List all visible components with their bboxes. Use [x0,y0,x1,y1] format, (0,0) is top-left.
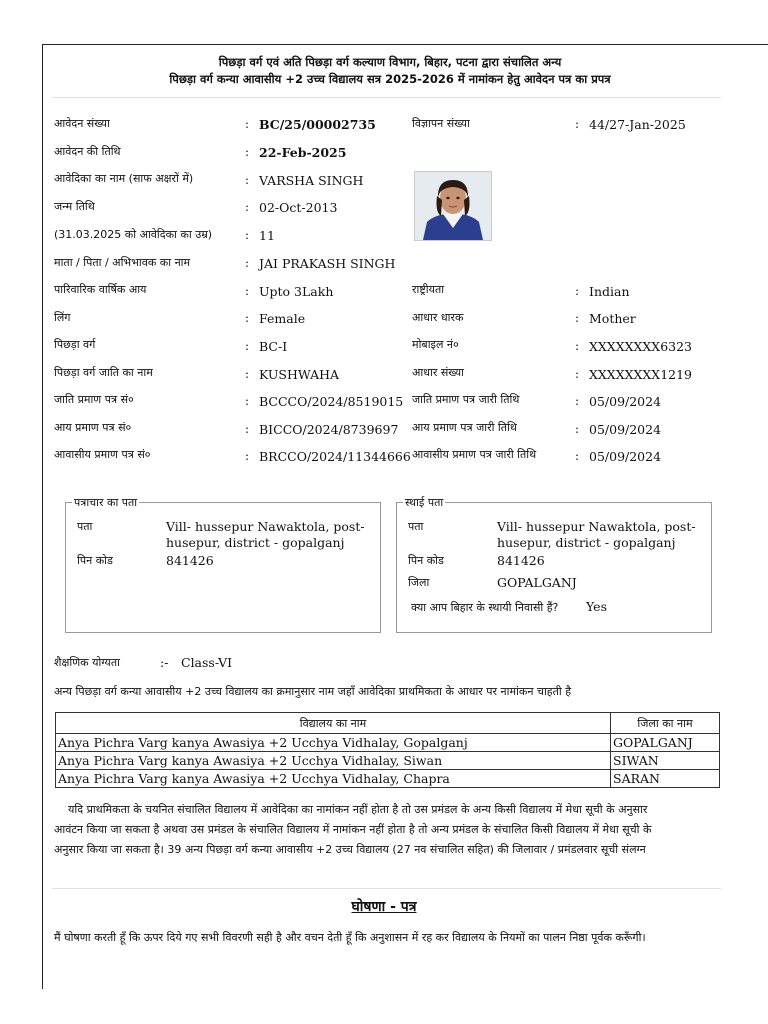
qualification-value: Class-VI [181,655,233,670]
aadhaar-no-label: आधार संख्या [412,366,464,379]
colon: : [245,256,250,270]
caste-cert-date-value: 05/09/2024 [589,394,662,409]
correspondence-address-line1: Vill- hussepur Nawaktola, post- [166,519,365,534]
aadhaar-holder-label: आधार धारक [412,311,464,324]
permanent-district-label: जिला [408,576,430,589]
age-label: (31.03.2025 को आवेदिका का उम्र) [54,228,213,241]
application-date-label: आवेदन की तिथि [54,145,121,158]
qualification-label: शैक्षणिक योग्यता [54,656,120,669]
category-label: पिछड़ा वर्ग [54,338,96,351]
advertisement-no-value: 44/27-Jan-2025 [589,117,686,132]
colon: : [575,367,580,381]
colon: : [245,117,250,131]
category-value: BC-I [259,339,288,354]
guardian-value: JAI PRAKASH SINGH [259,256,396,271]
form-title [60,54,720,88]
colon: : [575,422,580,436]
colon: : [575,394,580,408]
school-name-header: विद्यालय का नाम [56,713,611,734]
colon: : [245,394,250,408]
income-value: Upto 3Lakh [259,284,334,299]
district-cell: SIWAN [611,752,720,770]
colon: : [245,200,250,214]
district-header: जिला का नाम [611,713,720,734]
correspondence-pin-value: 841426 [166,553,214,568]
residence-cert-value: BRCCO/2024/11344666 [259,449,411,464]
guardian-label: माता / पिता / अभिभावक का नाम [54,256,191,269]
residence-cert-date-value: 05/09/2024 [589,449,662,464]
note-line-3: अनुसार किया जा सकता है। 39 अन्य पिछड़ा वर्ग कन्या आवासीय +2 उच्च विद्यालय (27 नव संचालित सहित) की जिलावार / प्रमंडलवार सूची संलग्न [54,843,646,856]
divider [52,888,721,889]
permanent-address-label: पता [408,520,424,533]
title-line-2: पिछड़ा वर्ग कन्या आवासीय +2 उच्च विद्यालय सत्र 2025-2026 में नामांकन हेतु आवेदन पत्र का प्रपत्र [169,72,611,86]
advertisement-no-label: विज्ञापन संख्या [412,117,470,130]
permanent-district-value: GOPALGANJ [497,575,577,590]
school-name-cell: Anya Pichra Varg kanya Awasiya +2 Ucchya Vidhalay, Siwan [56,752,611,770]
colon: : [245,284,250,298]
school-name-cell: Anya Pichra Varg kanya Awasiya +2 Ucchya Vidhalay, Gopalganj [56,734,611,752]
residence-cert-label: आवासीय प्रमाण पत्र सं० [54,448,151,461]
allocation-note [54,800,722,860]
correspondence-pin-label: पिन कोड [77,554,113,567]
caste-name-value: KUSHWAHA [259,367,340,382]
aadhaar-no-value: XXXXXXXX1219 [589,367,693,382]
permanent-pin-value: 841426 [497,553,545,568]
dob-label: जन्म तिथि [54,200,95,213]
declaration-text: मैं घोषणा करती हूँ कि ऊपर दिये गए सभी विवरणी सही है और वचन देती हूँ कि अनुशासन में रह कर विद्यालय के नियमों का पालन निष्ठा पूर्वक करूँगी। [54,931,646,944]
district-cell: GOPALGANJ [611,734,720,752]
colon: : [245,422,250,436]
qualification-sep: :- [160,655,169,670]
colon: : [575,284,580,298]
nationality-label: राष्ट्रीयता [412,283,445,296]
correspondence-address-label: पता [77,520,93,533]
table-header-row [56,713,720,734]
residence-cert-date-label: आवासीय प्रमाण पत्र जारी तिथि [412,448,537,461]
income-cert-label: आय प्रमाण पत्र सं० [54,421,132,434]
applicant-name-value: VARSHA SINGH [259,173,364,188]
gender-label: लिंग [54,311,71,324]
permanent-address-line2: husepur, district - gopalganj [497,535,676,550]
permanent-address-line1: Vill- hussepur Nawaktola, post- [497,519,696,534]
colon: : [245,367,250,381]
application-no-value: BC/25/00002735 [259,117,376,132]
gender-value: Female [259,311,306,326]
colon: : [575,117,580,131]
caste-cert-label: जाति प्रमाण पत्र सं० [54,393,134,406]
application-date-value: 22-Feb-2025 [259,145,347,160]
school-name-cell: Anya Pichra Varg kanya Awasiya +2 Ucchya Vidhalay, Chapra [56,770,611,788]
colon: : [245,228,250,242]
dob-value: 02-Oct-2013 [259,200,338,215]
declaration-title: घोषणा - पत्र [351,899,417,915]
caste-cert-date-label: जाति प्रमाण पत्र जारी तिथि [412,393,520,406]
colon: : [245,339,250,353]
correspondence-address-line2: husepur, district - gopalganj [166,535,345,550]
nationality-value: Indian [589,284,630,299]
correspondence-legend: पत्राचार का पता [74,496,138,509]
district-cell: SARAN [611,770,720,788]
income-cert-value: BICCO/2024/8739697 [259,422,399,437]
colon: : [575,339,580,353]
resident-question: क्या आप बिहार के स्थायी निवासी हैं? [411,601,559,614]
school-preference-table [55,712,720,788]
permanent-legend: स्थाई पता [405,496,444,509]
preference-note: अन्य पिछड़ा वर्ग कन्या आवासीय +2 उच्च विद्यालय का क्रमानुसार नाम जहाँ आवेदिका प्राथमिकता के आधार पर नामांकन चाहती है [54,685,572,698]
resident-answer: Yes [586,599,607,614]
colon: : [245,145,250,159]
income-cert-date-value: 05/09/2024 [589,422,662,437]
colon: : [245,449,250,463]
colon: : [245,311,250,325]
colon: : [575,311,580,325]
table-row [56,734,720,752]
title-line-1: पिछड़ा वर्ग एवं अति पिछड़ा वर्ग कल्याण विभाग, बिहार, पटना द्वारा संचालित अन्य [218,55,562,69]
applicant-name-label: आवेदिका का नाम (साफ अक्षरों में) [54,172,194,185]
aadhaar-holder-value: Mother [589,311,636,326]
colon: : [575,449,580,463]
note-line-1: यदि प्राथमिकता के चयनित संचालित विद्यालय में आवेदिका का नामांकन नहीं होता है तो उस प्रमंडल के अन्य किसी विद्यालय में मेधा सूची के अनुसार [68,803,648,816]
divider [52,97,721,98]
mobile-label: मोबाइल नं० [412,338,459,351]
caste-name-label: पिछड़ा वर्ग जाति का नाम [54,366,153,379]
table-row [56,770,720,788]
income-label: पारिवारिक वार्षिक आय [54,283,147,296]
caste-cert-value: BCCCO/2024/8519015 [259,394,404,409]
applicant-photo [414,171,492,241]
permanent-pin-label: पिन कोड [408,554,444,567]
note-line-2: आवंटन किया जा सकता है अथवा उस प्रमंडल के संचालित विद्यालय में नामांकन नहीं होता है तो अन्य प्रमंडल के संचालित किसी विद्यालय में मेधा सूची के [54,823,652,836]
table-row [56,752,720,770]
income-cert-date-label: आय प्रमाण पत्र जारी तिथि [412,421,517,434]
colon: : [245,173,250,187]
mobile-value: XXXXXXXX6323 [589,339,693,354]
age-value: 11 [259,228,275,243]
application-no-label: आवेदन संख्या [54,117,110,130]
